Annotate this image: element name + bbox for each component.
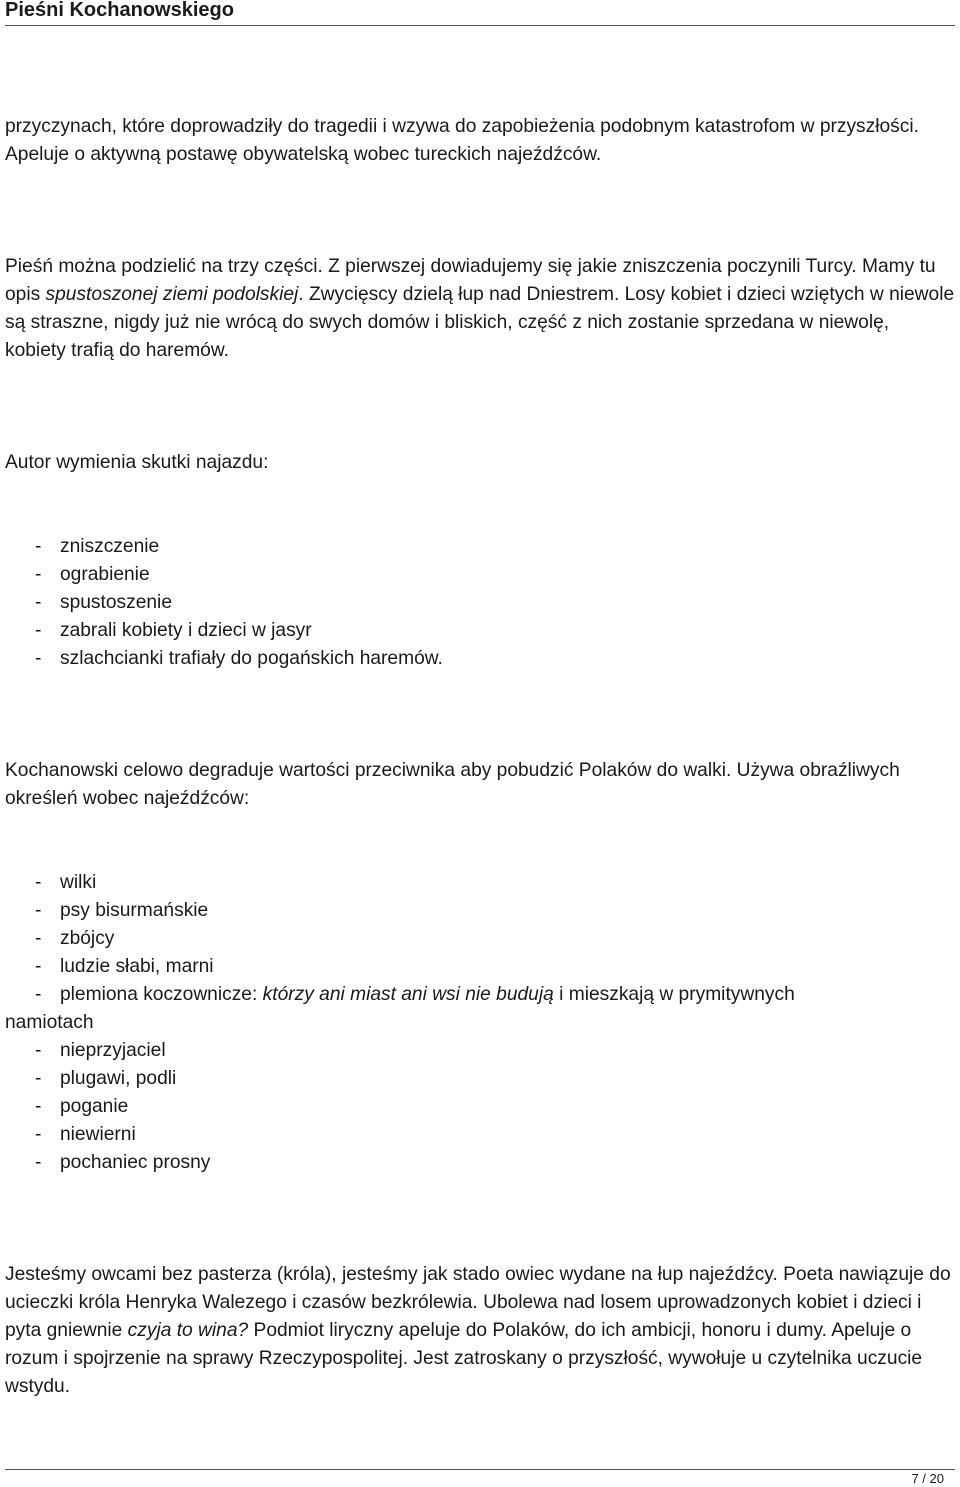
paragraph-parts xyxy=(5,253,955,365)
paragraph-degradation: Kochanowski celowo degraduje wartości przeciwnika aby pobudzić Polaków do walki. Używa obraźliwych określeń wobec najeźdźców: xyxy=(5,760,900,809)
list-item-text: szlachcianki trafiały do pogańskich haremów. xyxy=(60,648,443,669)
list-item xyxy=(5,617,955,645)
list-item-text: ograbienie xyxy=(60,564,150,585)
list-item xyxy=(5,1093,955,1121)
paragraph-conclusion-text-c: Podmiot liryczny apeluje do Polaków, do ich ambicji, honoru i dumy. Apeluje o rozum i spojrzenie na sprawy Rzeczypospolitej. Jest zatroskany o przyszłość, wywołuje u czytelnika uczucie wstydu. xyxy=(5,1320,923,1397)
insults-list xyxy=(5,869,955,1177)
header-divider xyxy=(5,25,955,26)
list-item xyxy=(5,1121,955,1149)
paragraph-parts-text-c: . Zwycięscy dzielą łup nad Dniestrem. Losy kobiet i dzieci wziętych w niewole są straszne, nigdy już nie wrócą do swych domów i bliskich, część z nich zostanie sprzedana w niewolę, kobiety trafią do haremów. xyxy=(5,284,955,361)
paragraph-conclusion xyxy=(5,1261,955,1401)
list-item-text: nieprzyjaciel xyxy=(60,1040,166,1061)
list-item-text: wilki xyxy=(60,872,97,893)
list-item xyxy=(5,645,955,673)
paragraph-parts-text-a: Pieśń można podzielić na trzy części. Z pierwszej dowiadujemy się jakie zniszczenia poczynili Turcy. Mamy tu opis xyxy=(5,256,936,305)
list-item-text: spustoszenie xyxy=(60,592,172,613)
list-item xyxy=(5,981,955,1009)
list-item-text: plugawi, podli xyxy=(60,1068,177,1089)
list-dash: - xyxy=(35,900,42,921)
paragraph-conclusion-text-a: Jesteśmy owcami bez pasterza (króla), jesteśmy jak stado owiec wydane na łup najeźdźcy. Poeta nawiązuje do ucieczki króla Henryka Walezego i czasów bezkrólewia. Ubolewa nad losem uprowadzonych kobiet i dzieci i pyta gniewnie xyxy=(5,1264,951,1341)
list-item-text: poganie xyxy=(60,1096,129,1117)
paragraph-effects-heading: Autor wymienia skutki najazdu: xyxy=(5,452,269,473)
list-item xyxy=(5,925,955,953)
list-item xyxy=(5,953,955,981)
list-item xyxy=(5,1149,955,1177)
list-item-text: pochaniec prosny xyxy=(60,1152,211,1173)
list-item-text: niewierni xyxy=(60,1124,136,1145)
list-dash: - xyxy=(35,956,42,977)
list-item-text: ludzie słabi, marni xyxy=(60,956,214,977)
paragraph-conclusion-italic: czyja to wina? xyxy=(127,1320,249,1341)
list-dash: - xyxy=(35,620,42,641)
list-dash: - xyxy=(35,564,42,585)
list-item-text: namiotach xyxy=(5,1012,94,1033)
paragraph-parts-italic: spustoszonej ziemi podolskiej xyxy=(45,284,299,305)
effects-list xyxy=(5,533,955,673)
list-dash: - xyxy=(35,1124,42,1145)
list-item-text: zbójcy xyxy=(60,928,115,949)
list-dash: - xyxy=(35,1152,42,1173)
list-dash: - xyxy=(35,984,42,1005)
list-dash: - xyxy=(35,872,42,893)
list-item-text: plemiona koczownicze: xyxy=(60,984,263,1005)
list-item xyxy=(5,1037,955,1065)
paragraph-intro: przyczynach, które doprowadziły do tragedii i wzywa do zapobieżenia podobnym katastrofom w przyszłości. Apeluje o aktywną postawę obywatelską wobec tureckich najeźdźców. xyxy=(5,116,919,165)
page-number: 7 / 20 xyxy=(911,1471,944,1486)
document-title: Pieśni Kochanowskiego xyxy=(5,0,234,21)
list-item xyxy=(5,533,955,561)
list-dash: - xyxy=(35,1096,42,1117)
list-item xyxy=(5,1065,955,1093)
list-dash: - xyxy=(35,1068,42,1089)
list-item-continuation xyxy=(5,1009,955,1037)
list-dash: - xyxy=(35,592,42,613)
list-item-text: zniszczenie xyxy=(60,536,160,557)
list-dash: - xyxy=(35,1040,42,1061)
list-dash: - xyxy=(35,536,42,557)
list-item xyxy=(5,561,955,589)
list-item xyxy=(5,589,955,617)
list-dash: - xyxy=(35,928,42,949)
list-item-text: psy bisurmańskie xyxy=(60,900,209,921)
list-dash: - xyxy=(35,648,42,669)
list-item xyxy=(5,869,955,897)
list-item xyxy=(5,897,955,925)
list-item-text: zabrali kobiety i dzieci w jasyr xyxy=(60,620,312,641)
footer-divider xyxy=(5,1469,955,1470)
list-item-italic: którzy ani miast ani wsi nie budują xyxy=(262,984,554,1005)
list-item-text: i mieszkają w prymitywnych xyxy=(553,984,795,1005)
